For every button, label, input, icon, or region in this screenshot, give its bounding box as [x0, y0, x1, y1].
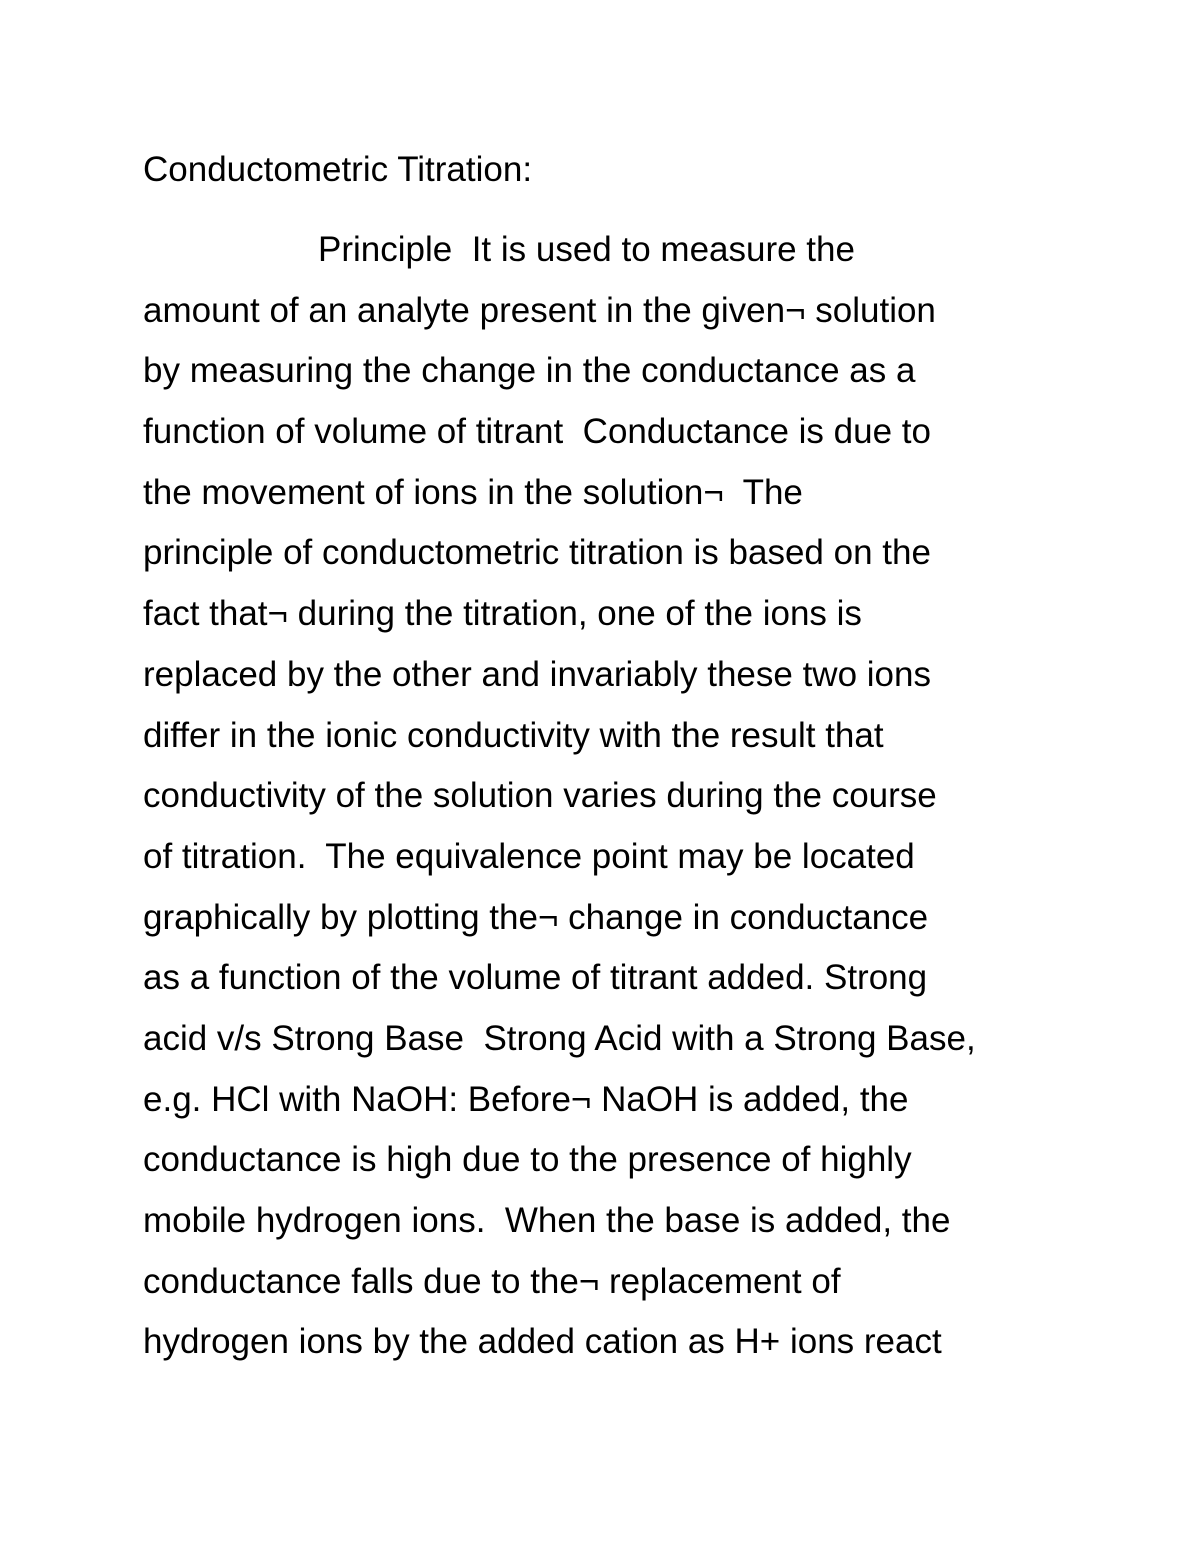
text-line: as a function of the volume of titrant added. Strong	[143, 958, 928, 998]
text-line: conductance falls due to the¬ replacement of	[143, 1261, 841, 1301]
text-line: conductivity of the solution varies during the course	[143, 776, 937, 816]
text-line: function of volume of titrant Conductance is due to	[143, 412, 931, 452]
text-line: by measuring the change in the conductance as a	[143, 351, 916, 391]
text-line: mobile hydrogen ions. When the base is added, the	[143, 1201, 951, 1240]
text-line: the movement of ions in the solution¬ The	[143, 472, 803, 512]
text-line: hydrogen ions by the added cation as H+ ions react	[143, 1322, 942, 1362]
text-line: e.g. HCl with NaOH: Before¬ NaOH is added, the	[143, 1079, 909, 1119]
text-line: acid v/s Strong Base Strong Acid with a Strong Base,	[143, 1018, 976, 1058]
page-title: Conductometric Titration:	[143, 150, 533, 189]
text-line: of titration. The equivalence point may be located	[143, 836, 915, 876]
text-line: principle of conductometric titration is based on the	[143, 533, 931, 573]
text-line: replaced by the other and invariably these two ions	[143, 654, 931, 694]
text-line: Principle It is used to measure the	[143, 230, 855, 269]
text-line: graphically by plotting the¬ change in conductance	[143, 897, 929, 937]
text-line: fact that¬ during the titration, one of the ions is	[143, 594, 862, 634]
text-line: conductance is high due to the presence of highly	[143, 1140, 912, 1180]
body-text	[143, 228, 1103, 1381]
text-line: amount of an analyte present in the given¬ solution	[143, 290, 936, 330]
text-line: differ in the ionic conductivity with the result that	[143, 715, 884, 755]
